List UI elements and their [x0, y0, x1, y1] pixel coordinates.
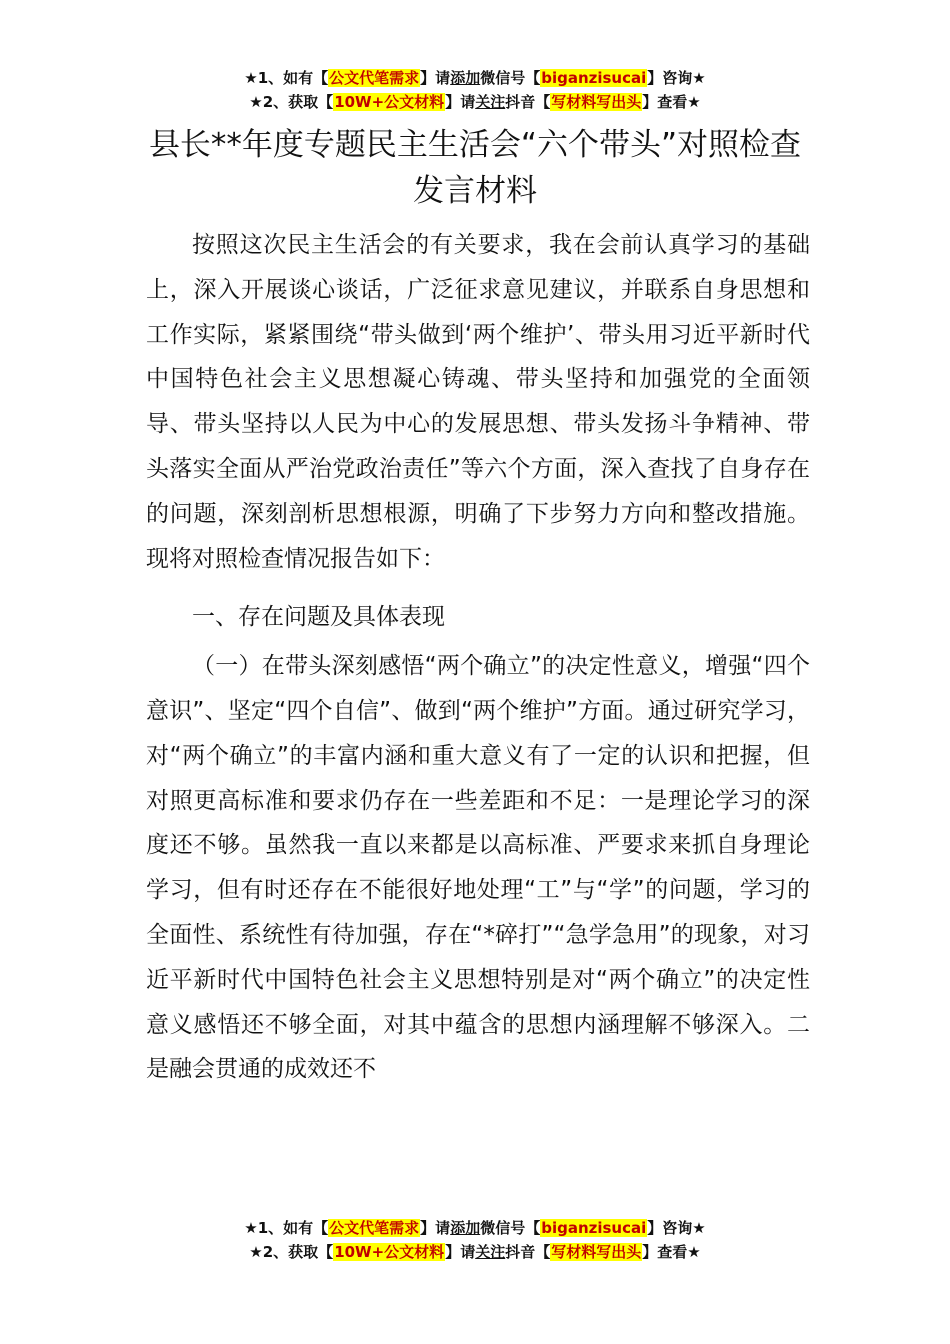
promo-text: 】请	[420, 69, 451, 87]
promo-line-2	[0, 90, 950, 114]
promo-text: 】查看★	[642, 1243, 701, 1261]
promo-text: 】请	[420, 1219, 451, 1237]
promo-text: ★2、获取【	[249, 93, 334, 111]
promo-text: 】咨询★	[647, 1219, 706, 1237]
promo-highlight: 10W+公文材料	[334, 93, 445, 111]
document-body	[146, 223, 810, 1092]
promo-text: 】请	[445, 93, 476, 111]
section-heading: 一、存在问题及具体表现	[192, 604, 445, 631]
promo-underline-text: 关注	[475, 93, 506, 111]
promo-text: ★2、获取【	[249, 1243, 334, 1261]
promo-line-1	[0, 1216, 950, 1240]
promo-text: 微信号【	[480, 1219, 541, 1237]
paragraph-intro: 按照这次民主生活会的有关要求，我在会前认真学习的基础上，深入开展谈心谈话，广泛征求意见建议，并联系自身思想和工作实际，紧紧围绕“带头做到‘两个维护’、带头用习近平新时代中国特色社会主义思想凝心铸魂、带头坚持和加强党的全面领导、带头坚持以人民为中心的发展思想、带头发扬斗争精神、带头落实全面从严治党政治责任”等六个方面，深入查找了自身存在的问题，深刻剖析思想根源，明确了下步努力方向和整改措施。现将对照检查情况报告如下：	[146, 232, 810, 572]
promo-highlight-douyin-id: 写材料写出头	[551, 1243, 642, 1261]
promo-underline-text: 添加	[450, 1219, 481, 1237]
promo-text: 】查看★	[642, 93, 701, 111]
promo-text: ★1、如有【	[244, 69, 329, 87]
promo-text: 微信号【	[480, 69, 541, 87]
promo-highlight-wechat-id: biganzisucai	[541, 1219, 647, 1237]
promo-text: 】咨询★	[647, 69, 706, 87]
promo-line-1	[0, 66, 950, 90]
promo-highlight: 公文代笔需求	[329, 69, 420, 87]
promo-highlight-wechat-id: biganzisucai	[541, 69, 647, 87]
promo-banner-bottom	[0, 1216, 950, 1264]
promo-text: ★1、如有【	[244, 1219, 329, 1237]
promo-text: 抖音【	[505, 1243, 551, 1261]
promo-underline-text: 关注	[475, 1243, 506, 1261]
document-title: 县长**年度专题民主生活会“六个带头”对照检查发言材料	[148, 127, 802, 209]
promo-text: 抖音【	[505, 93, 551, 111]
paragraph-problem-1: （一）在带头深刻感悟“两个确立”的决定性意义，增强“四个意识”、坚定“四个自信”、做到“两个维护”方面。通过研究学习，对“两个确立”的丰富内涵和重大意义有了一定的认识和把握，但对照更高标准和要求仍存在一些差距和不足：一是理论学习的深度还不够。虽然我一直以来都是以高标准、严要求来抓自身理论学习，但有时还存在不能很好地处理“工”与“学”的问题，学习的全面性、系统性有待加强，存在“*碎打”“急学急用”的现象，对习近平新时代中国特色社会主义思想特别是对“两个确立”的决定性意义感悟还不够全面，对其中蕴含的思想内涵理解不够深入。二是融会贯通的成效还不	[146, 653, 810, 1083]
promo-highlight: 公文代笔需求	[329, 1219, 420, 1237]
promo-banner-top	[0, 66, 950, 114]
promo-text: 】请	[445, 1243, 476, 1261]
promo-underline-text: 添加	[450, 69, 481, 87]
promo-line-2	[0, 1240, 950, 1264]
promo-highlight-douyin-id: 写材料写出头	[551, 93, 642, 111]
promo-highlight: 10W+公文材料	[334, 1243, 445, 1261]
